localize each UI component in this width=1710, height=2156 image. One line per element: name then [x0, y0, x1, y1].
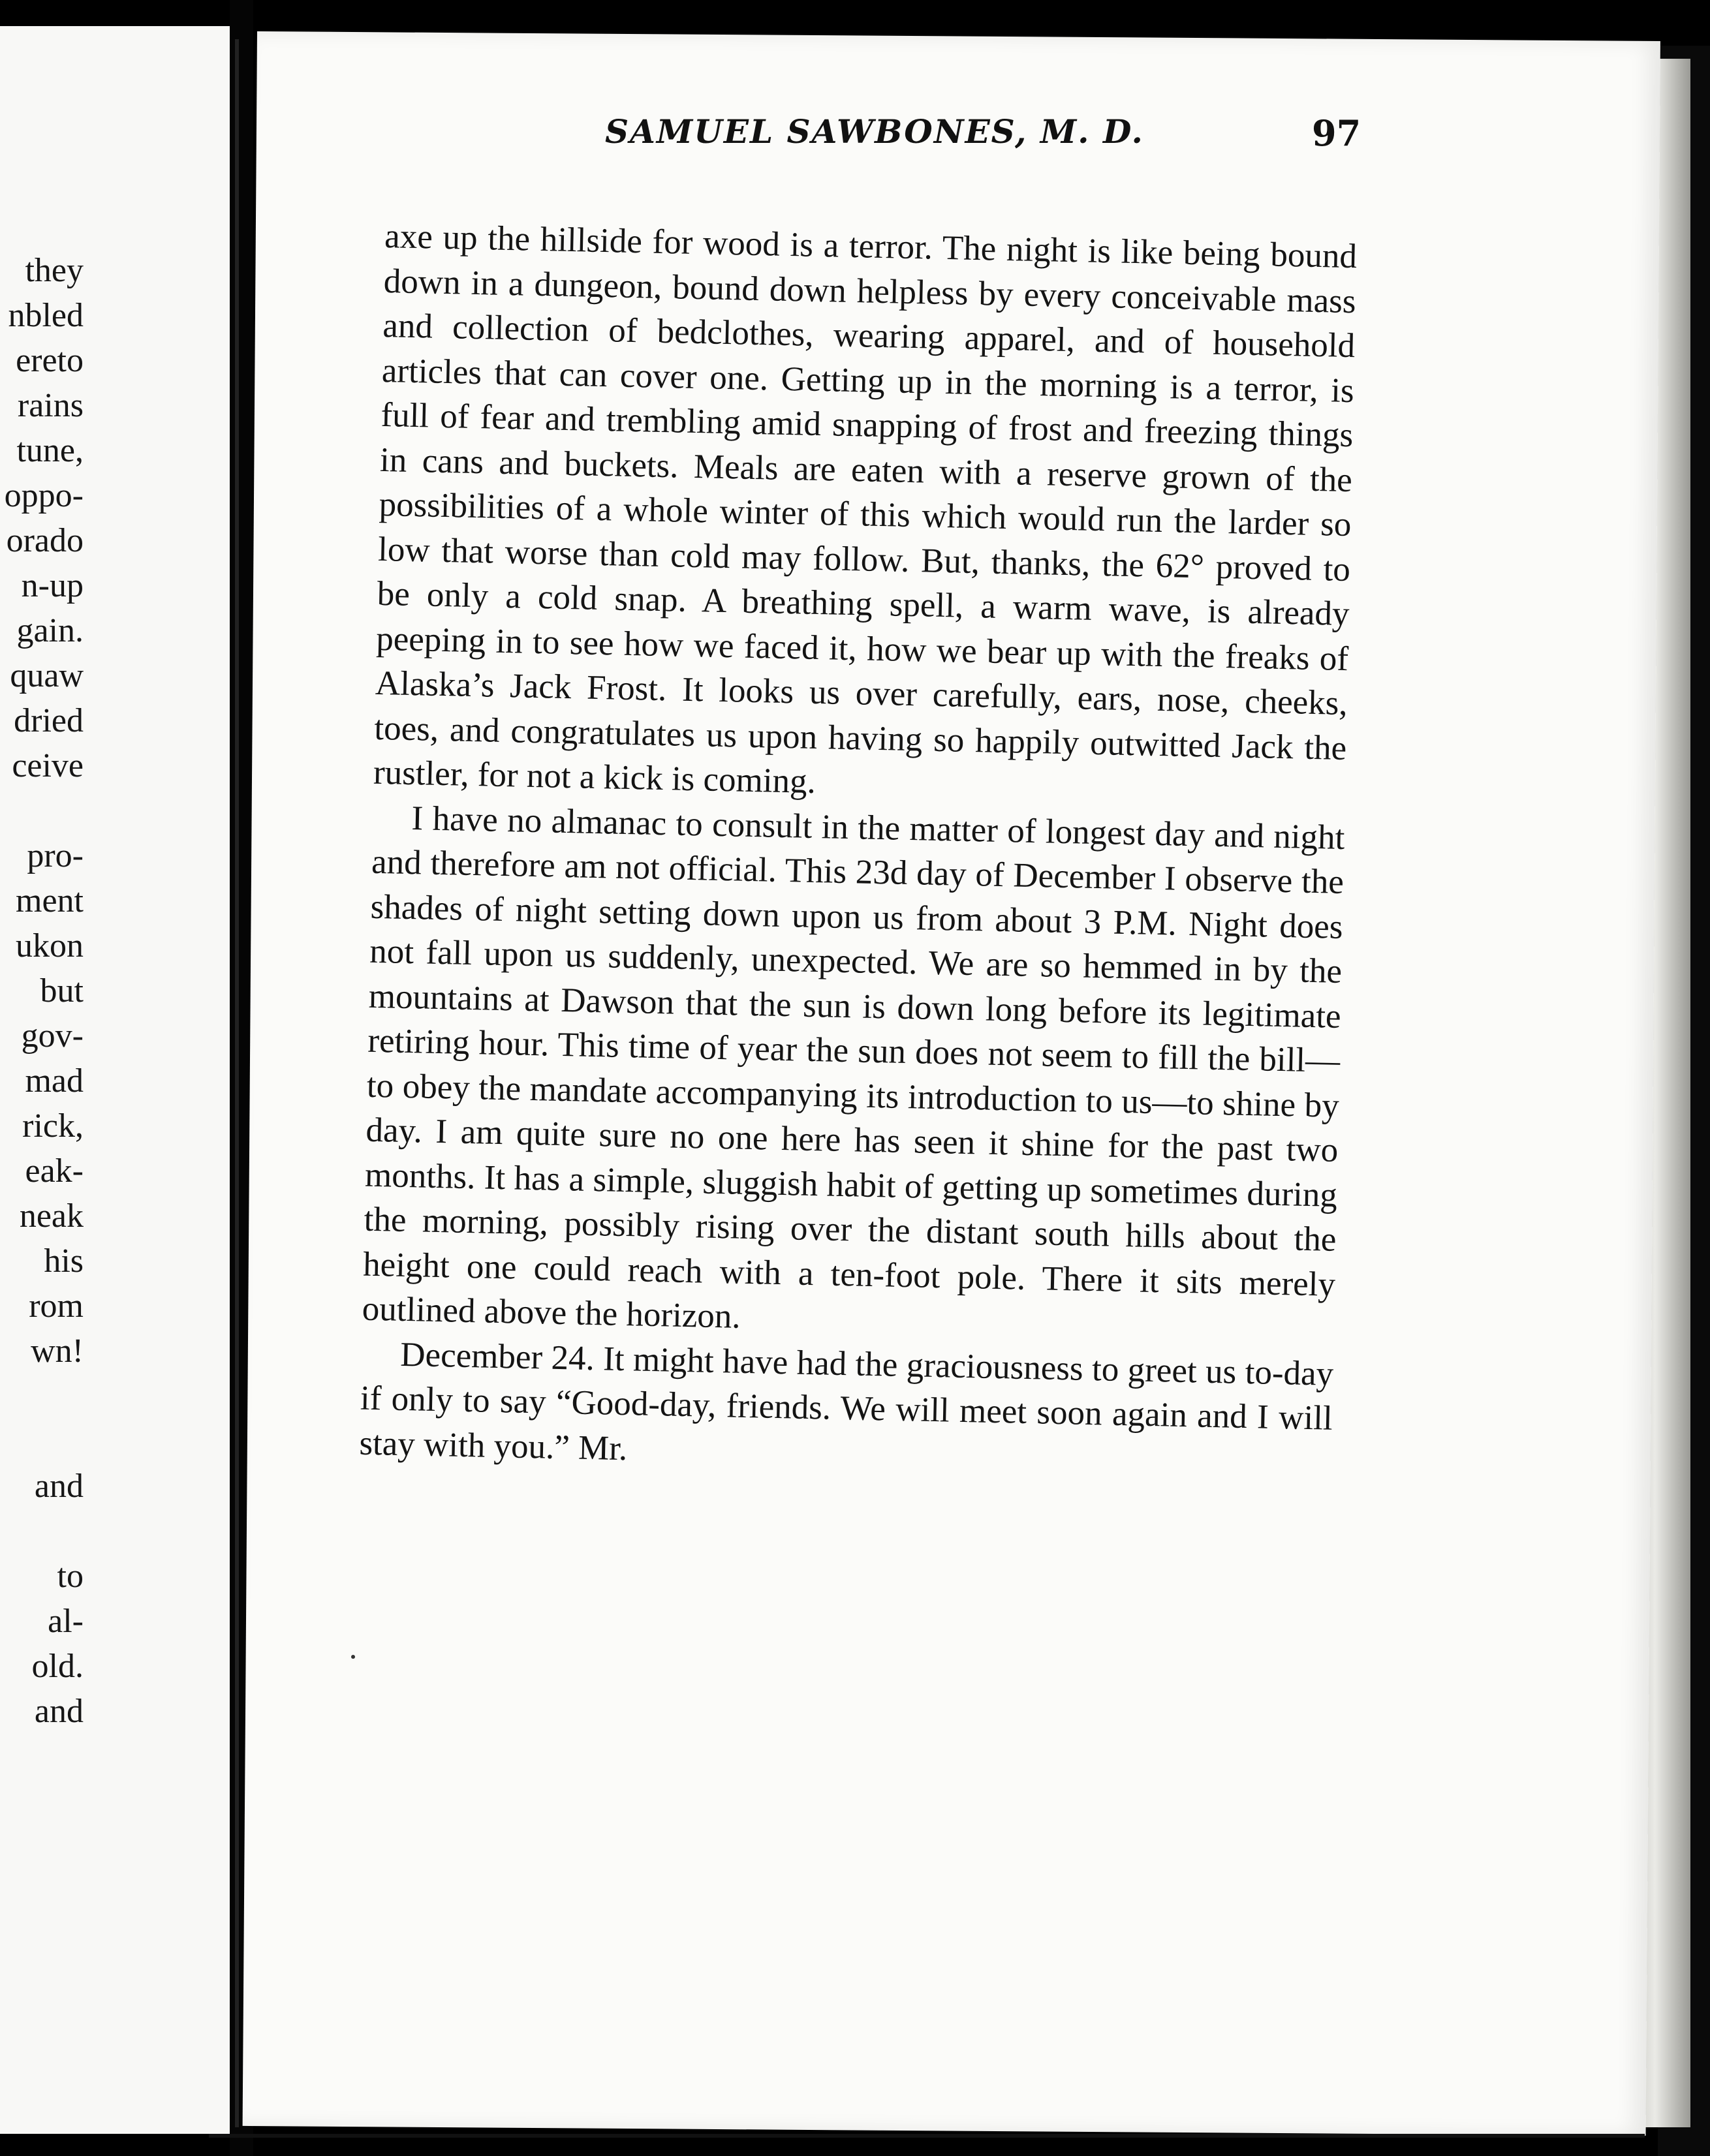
left-page-line: and [34, 1468, 84, 1505]
left-page-line: his [44, 1242, 84, 1280]
left-page-line: but [40, 972, 84, 1009]
print-speck [351, 1655, 355, 1659]
left-page-gap [0, 788, 84, 833]
running-head: SAMUEL SAWBONES, M. D. [605, 112, 1144, 151]
left-page-line: nbled [8, 297, 84, 334]
left-page-line: rains [17, 387, 84, 424]
paragraph: I have no almanac to consult in the matter of longest day and night and therefore am not official. This 23d day of December I observe the shades of night setting down upon us from about 3 P.M. Night does not fall upon us suddenly, unexpected. We are so hemmed in by the mountains at Dawson that the sun is down long before its legitimate retiring hour. This time of year the sun does not seem to fill the bill—to obey the mandate accompanying its introduction to us—to shine by day. I am quite sure no one here has seen it shine for the past two months. It has a simple, sluggish habit of getting up sometimes during the morning, possibly rising over the distant south hills about the height one could reach with a ten-foot pole. There it sits merely outlined above the horizon. [362, 799, 1345, 1336]
left-page-line: ceive [12, 747, 84, 784]
left-page-gap [0, 1419, 84, 1464]
left-page-line: ment [16, 882, 84, 919]
left-page-gap [0, 1374, 84, 1419]
left-page-line: old. [31, 1648, 84, 1685]
left-page-line: quaw [10, 657, 84, 694]
left-page-line: orado [6, 522, 84, 559]
left-page-line: they [25, 252, 84, 289]
left-page-line: rick, [22, 1107, 84, 1145]
left-page-line: oppo- [4, 477, 84, 514]
paragraph: December 24. It might have had the graciousness to greet us to-day if only to say “Good-day, friends. We will meet soon again and I will stay with you.” Mr. [358, 1335, 1334, 1468]
left-page-line: pro- [27, 837, 84, 874]
gutter-shadow [235, 39, 239, 2127]
left-page-line: mad [25, 1062, 84, 1100]
left-page-line: tune, [16, 432, 84, 469]
left-page-line: al- [48, 1603, 84, 1640]
page-number: 97 [1312, 112, 1361, 154]
left-page-text [0, 248, 84, 1734]
left-page-line: rom [29, 1287, 84, 1325]
left-facing-page [0, 26, 230, 2134]
left-page-line: dried [14, 702, 84, 739]
body-text [359, 214, 1358, 1486]
left-page-line: n-up [21, 567, 84, 604]
left-page-line: gain. [16, 612, 84, 649]
left-page-line: gov- [21, 1017, 84, 1055]
left-page-line: ukon [16, 927, 84, 964]
left-page-line: neak [19, 1197, 84, 1235]
left-page-line: to [57, 1558, 84, 1595]
left-page-gap [0, 1509, 84, 1554]
left-page-line: and [34, 1693, 84, 1730]
left-page-line: ereto [16, 342, 84, 379]
paragraph: axe up the hillside for wood is a terror. The night is like being bound down in a dungeon, bound down helpless by every conceivable mass and collection of bedclothes, wearing apparel, and of household articles that can cover one. Getting up in the morning is a terror, is full of fear and trembling amid snapping of frost and freezing things in cans and buckets. Meals are eaten with a reserve grown of the possibilities of a whole winter of this which would run the larder so low that worse than cold may follow. But, thanks, the 62° proved to be only a cold snap. A breathing spell, a warm wave, is already peeping in to see how we faced it, how we bear up with the freaks of Alaska’s Jack Frost. It looks us over carefully, ears, nose, cheeks, toes, and congratulates us upon having so happily outwitted Jack the rustler, for not a kick is coming. [373, 217, 1358, 801]
scan-bottom-edge [209, 2134, 1645, 2138]
left-page-line: wn! [31, 1332, 84, 1370]
left-page-line: eak- [25, 1152, 84, 1190]
